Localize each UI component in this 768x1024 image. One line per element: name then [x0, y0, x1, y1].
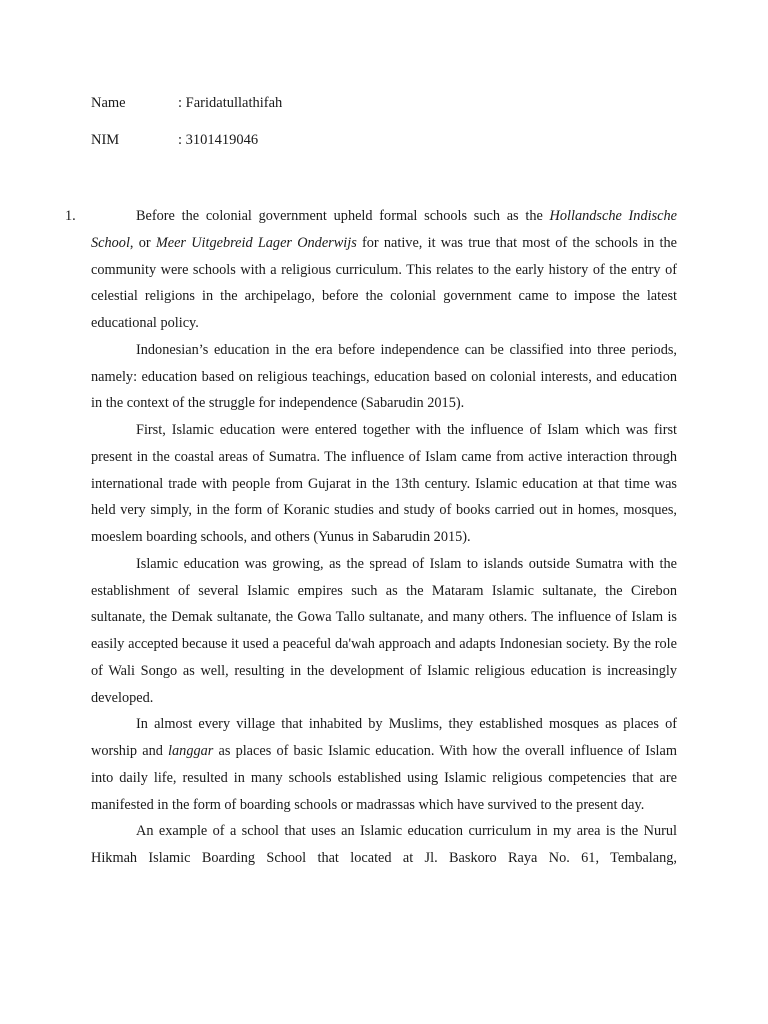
paragraph-text: An example of a school that uses an Islamic education curriculum in my area is the Nurul Hikmah Islamic Boarding School that located at Jl. Baskoro Raya No. 61, Tembalang,	[91, 823, 677, 866]
list-number: 1.	[65, 208, 76, 224]
italic-term: Hollandsche Indische School	[91, 208, 677, 251]
paragraph-text: In almost every village that inhabited by Muslims, they established mosques as places of worship and	[91, 716, 677, 759]
italic-term: Meer Uitgebreid Lager Onderwijs	[155, 234, 357, 251]
name-value: : Faridatullathifah	[178, 95, 283, 111]
paragraph	[91, 417, 677, 551]
italic-term: langgar	[168, 743, 214, 759]
name-row	[91, 94, 282, 112]
paragraph-text: Before the colonial government upheld formal schools such as the	[136, 208, 550, 224]
paragraph	[91, 711, 677, 818]
paragraph-text: as places of basic Islamic education. With how the overall influence of Islam into daily life, resulted in many schools established using Islamic religious competencies that are manifested in the form of boarding schools or madrassas which have survived to the present day.	[91, 743, 678, 813]
nim-row	[91, 131, 258, 149]
paragraph-text: First, Islamic education were entered together with the influence of Islam which was first present in the coastal areas of Sumatra. The influence of Islam came from active interaction through international trade with people from Gujarat in the 13th century. Islamic education at that time was held very simply, in the form of Koranic studies and study of books carried out in homes, mosques, moeslem boarding schools, and others (Yunus in Sabarudin 2015).	[91, 422, 677, 545]
answer-body	[65, 203, 678, 872]
paragraph	[91, 337, 677, 417]
paragraph-text: Islamic education was growing, as the spread of Islam to islands outside Sumatra with the establishment of several Islamic empires such as the Mataram Islamic sultanate, the Cirebon sultanate, the Demak sultanate, the Gowa Tallo sultanate, and many others. The influence of Islam is easily accepted because it used a peaceful da'wah approach and adapts Indonesian society. By the role of Wali Songo as well, resulting in the development of Islamic religious education is increasingly developed.	[91, 555, 677, 706]
paragraph	[91, 551, 677, 712]
nim-label: NIM	[91, 132, 120, 148]
paragraph	[91, 203, 677, 337]
paragraph-text: for native, it was true that most of the schools in the community were schools with a religious curriculum. This relates to the early history of the entry of celestial religions in the archipelago, before the colonial government came to impose the latest educational policy.	[91, 234, 677, 331]
paragraph-text: Indonesian’s education in the era before independence can be classified into three periods, namely: education based on religious teachings, education based on colonial interests, and education in the context of the struggle for independence (Sabarudin 2015).	[91, 341, 677, 412]
nim-value: : 3101419046	[178, 132, 259, 148]
name-label: Name	[91, 95, 126, 111]
paragraph-text: , or	[129, 234, 156, 251]
paragraph	[91, 818, 677, 872]
